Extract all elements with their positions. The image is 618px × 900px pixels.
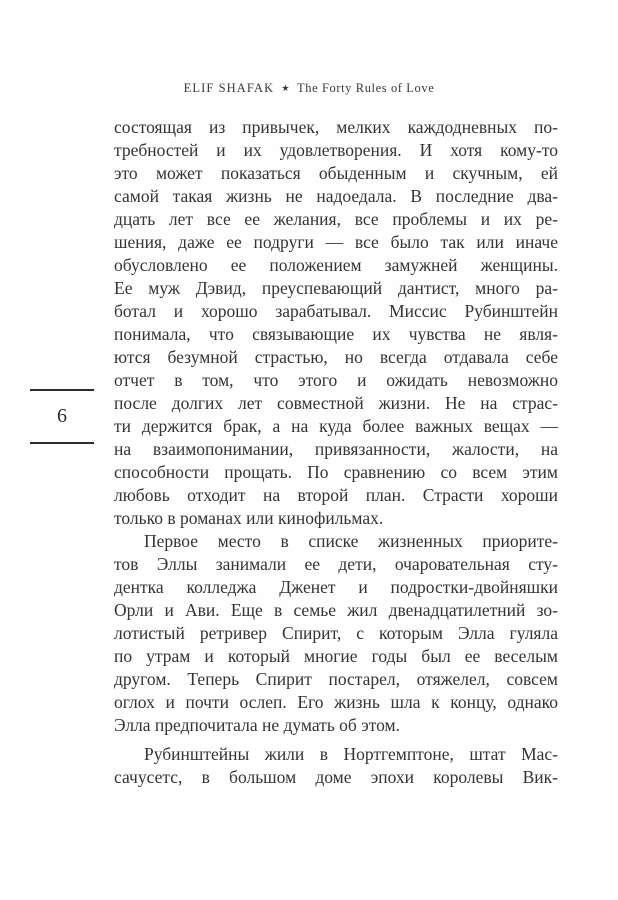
page-number: 6 (57, 405, 67, 427)
text-line: шения, даже ее подруги — все было так или иначе (114, 232, 558, 252)
text-line: Орли и Ави. Еще в семье жил двенадцатилетний зо- (114, 600, 558, 620)
page-number-block (30, 389, 94, 444)
text-line: Рубинштейны жили в Нортгемптоне, штат Мас- (144, 744, 558, 764)
text-line: это может показаться обыденным и скучным, ей (114, 163, 558, 183)
text-line: другом. Теперь Спирит постарел, отяжелел, совсем (114, 669, 558, 689)
text-line: по утрам и который многие годы был ее веселым (114, 646, 558, 666)
star-icon: ★ (281, 83, 290, 94)
text-line: только в романах или кинофильмах. (114, 508, 384, 528)
text-line: требностей и их удовлетворения. И хотя кому-то (114, 140, 558, 160)
header-author: ELIF SHAFAK (183, 81, 275, 95)
text-line: любовь отходит на второй план. Страсти хороши (114, 485, 558, 505)
text-line: обусловлено ее положением замужней женщины. (114, 255, 558, 275)
text-line: на взаимопонимании, привязанности, жалости, на (114, 439, 558, 459)
page-body (114, 116, 558, 789)
text-line: оглох и почти ослеп. Его жизнь шла к концу, однако (114, 692, 558, 712)
text-line: ботал и хорошо зарабатывал. Миссис Рубинштейн (114, 301, 558, 321)
text-line: состоящая из привычек, мелких каждодневных по- (114, 117, 558, 137)
text-line: понимала, что связывающие их чувства не явля- (114, 324, 558, 344)
text-line: самой такая жизнь не надоедала. В последние два- (114, 186, 558, 206)
header-book-title: The Forty Rules of Love (296, 81, 435, 95)
text-line: ются безумной страстью, но всегда отдавала себе (114, 347, 558, 367)
text-line: сачусетс, в большом доме эпохи королевы Вик- (114, 767, 558, 787)
text-line: Элла предпочитала не думать об этом. (114, 715, 400, 735)
text-line: дцать лет все ее желания, все проблемы и их ре- (114, 209, 558, 229)
text-line: отчет в том, что этого и ожидать невозможно (114, 370, 558, 390)
page-number-rule-bottom (30, 442, 94, 444)
text-line: после долгих лет совместной жизни. Не на страс- (114, 393, 558, 413)
text-line: способности прощать. По сравнению со всем этим (114, 462, 558, 482)
text-line: лотистый ретривер Спирит, с которым Элла гуляла (114, 623, 558, 643)
text-line: дентка колледжа Дженет и подростки-двойняшки (114, 577, 558, 597)
text-line: ти держится брак, а на куда более важных вещах — (114, 416, 558, 436)
text-line: Ее муж Дэвид, преуспевающий дантист, много ра- (114, 278, 558, 298)
running-header (0, 81, 618, 96)
text-line: тов Эллы занимали ее дети, очаровательная сту- (114, 554, 558, 574)
text-line: Первое место в списке жизненных приорите- (144, 531, 558, 551)
